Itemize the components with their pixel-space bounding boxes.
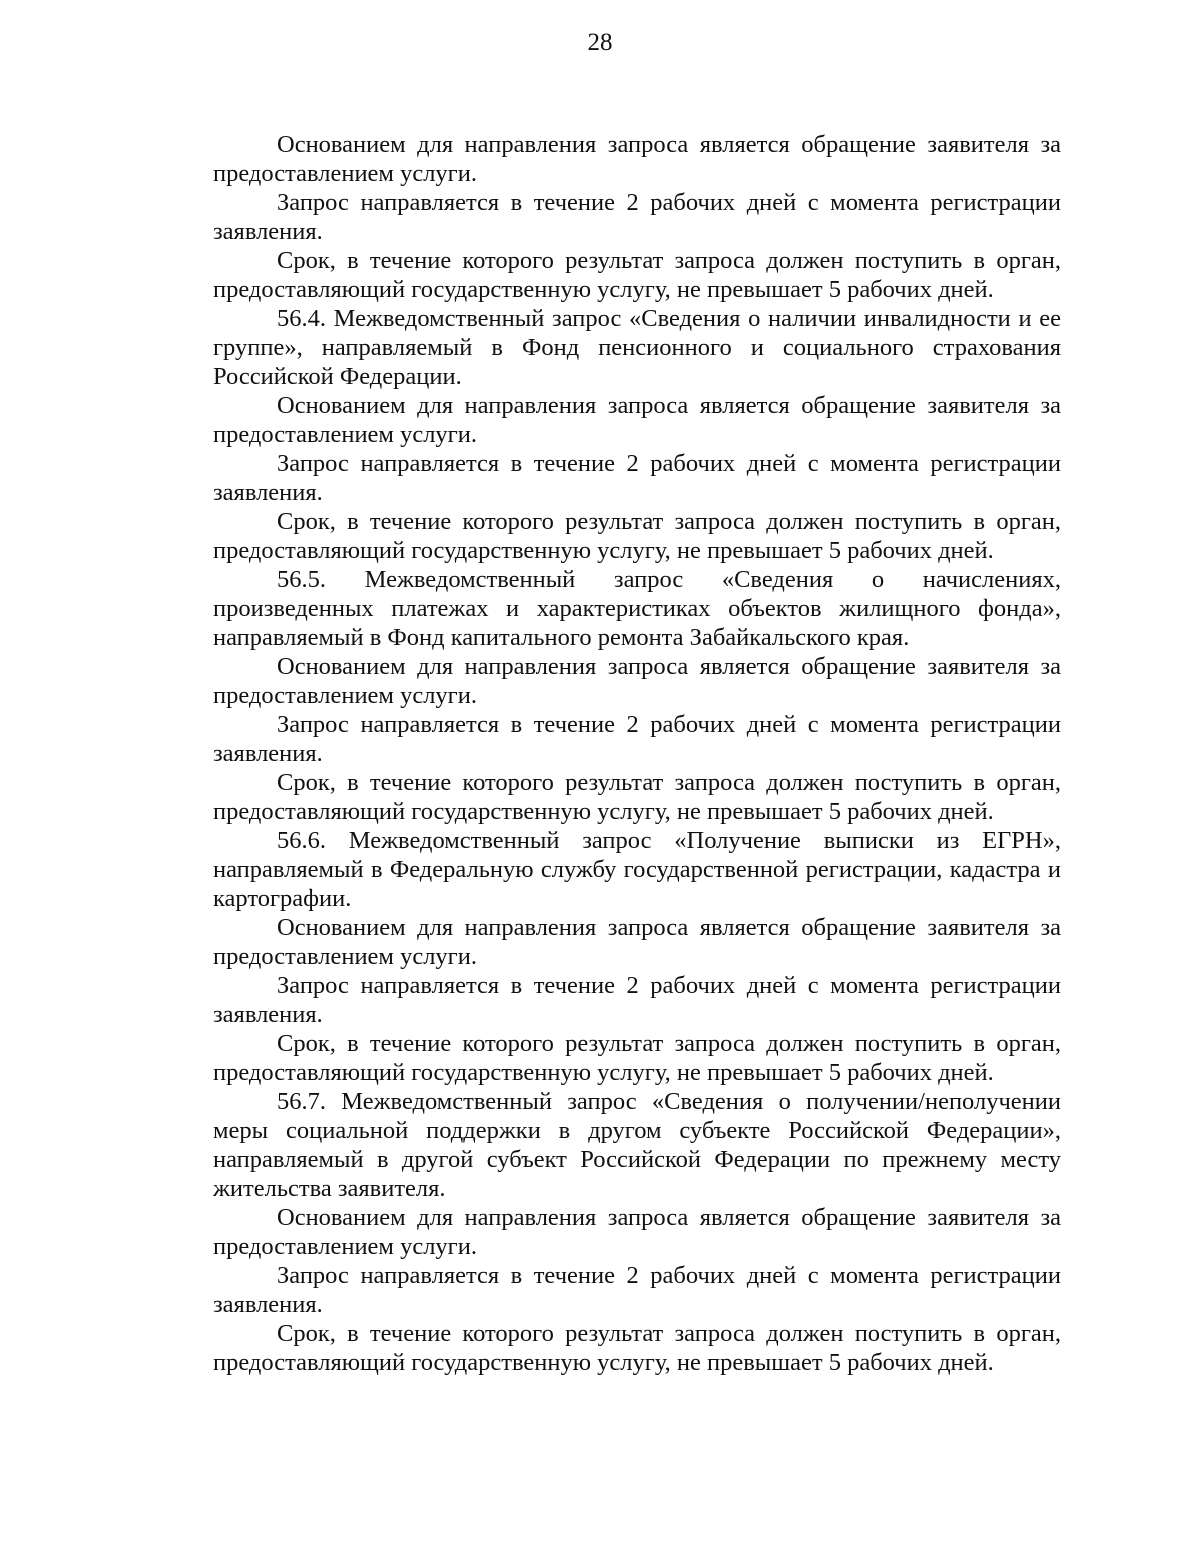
paragraph: Срок, в течение которого результат запроса должен поступить в орган, предоставляющий государственную услугу, не превышает 5 рабочих дней. [213,1030,1061,1086]
paragraph: Основанием для направления запроса является обращение заявителя за предоставлением услуги. [213,914,1061,970]
paragraph: Запрос направляется в течение 2 рабочих дней с момента регистрации заявления. [213,450,1061,506]
paragraph: Запрос направляется в течение 2 рабочих дней с момента регистрации заявления. [213,972,1061,1028]
paragraph: Запрос направляется в течение 2 рабочих дней с момента регистрации заявления. [213,711,1061,767]
paragraph: Основанием для направления запроса является обращение заявителя за предоставлением услуги. [213,131,1061,187]
paragraph: Основанием для направления запроса является обращение заявителя за предоставлением услуги. [213,392,1061,448]
document-body [213,130,1061,1377]
clause-56-4: 56.4. Межведомственный запрос «Сведения о наличии инвалидности и ее группе», направляемый в Фонд пенсионного и социального страхования Российской Федерации. [213,305,1061,390]
paragraph: Срок, в течение которого результат запроса должен поступить в орган, предоставляющий государственную услугу, не превышает 5 рабочих дней. [213,508,1061,564]
paragraph: Основанием для направления запроса является обращение заявителя за предоставлением услуги. [213,653,1061,709]
paragraph: Срок, в течение которого результат запроса должен поступить в орган, предоставляющий государственную услугу, не превышает 5 рабочих дней. [213,1320,1061,1376]
clause-56-5: 56.5. Межведомственный запрос «Сведения о начислениях, произведенных платежах и характеристиках объектов жилищного фонда», направляемый в Фонд капитального ремонта Забайкальского края. [213,566,1061,651]
clause-56-7: 56.7. Межведомственный запрос «Сведения о получении/неполучении меры социальной поддержки в другом субъекте Российской Федерации», направляемый в другой субъект Российской Федерации по прежнему месту жительства заявителя. [213,1088,1061,1202]
page-number: 28 [587,29,613,56]
paragraph: Основанием для направления запроса является обращение заявителя за предоставлением услуги. [213,1204,1061,1260]
paragraph: Срок, в течение которого результат запроса должен поступить в орган, предоставляющий государственную услугу, не превышает 5 рабочих дней. [213,769,1061,825]
clause-56-6: 56.6. Межведомственный запрос «Получение выписки из ЕГРН», направляемый в Федеральную службу государственной регистрации, кадастра и картографии. [213,827,1061,912]
paragraph: Срок, в течение которого результат запроса должен поступить в орган, предоставляющий государственную услугу, не превышает 5 рабочих дней. [213,247,1061,303]
paragraph: Запрос направляется в течение 2 рабочих дней с момента регистрации заявления. [213,189,1061,245]
paragraph: Запрос направляется в течение 2 рабочих дней с момента регистрации заявления. [213,1262,1061,1318]
